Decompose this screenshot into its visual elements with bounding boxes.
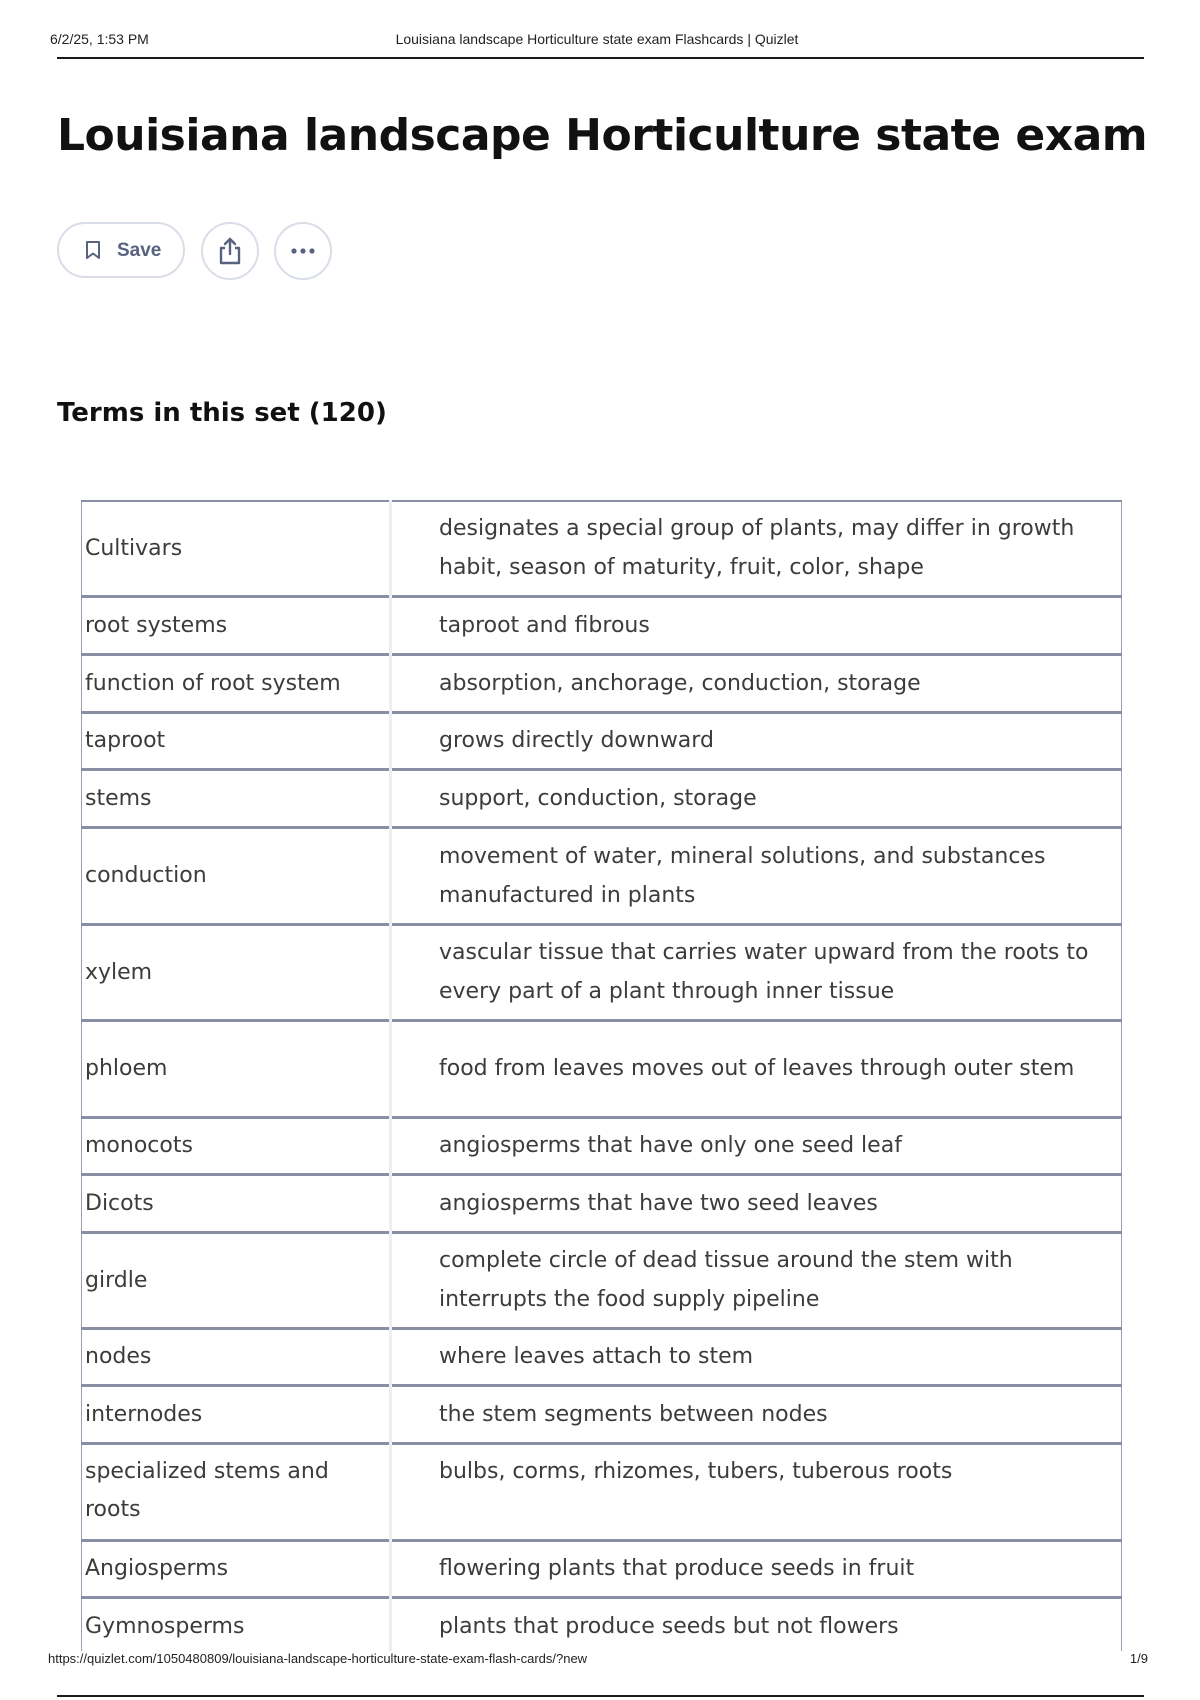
definition-cell: bulbs, corms, rhizomes, tubers, tuberous roots (391, 1443, 1122, 1540)
term-row (82, 712, 1122, 769)
term-row (82, 501, 1122, 596)
definition-cell: designates a special group of plants, may differ in growth habit, season of maturity, fruit, color, shape (391, 501, 1122, 596)
save-label: Save (117, 240, 162, 261)
term-row (82, 924, 1122, 1020)
term-cell: function of root system (82, 654, 391, 712)
definition-cell: plants that produce seeds but not flowers (391, 1597, 1122, 1655)
bookmark-icon (85, 241, 101, 259)
term-row (82, 596, 1122, 654)
term-cell: nodes (82, 1328, 391, 1385)
definition-cell: vascular tissue that carries water upward from the roots to every part of a plant through inner tissue (391, 924, 1122, 1020)
save-button[interactable] (57, 222, 185, 278)
term-row (82, 1540, 1122, 1597)
print-footer (48, 1651, 1148, 1673)
footer-divider (57, 1695, 1144, 1697)
definition-cell: movement of water, mineral solutions, and substances manufactured in plants (391, 827, 1122, 924)
share-icon (217, 236, 243, 266)
term-cell: monocots (82, 1117, 391, 1174)
term-cell: phloem (82, 1020, 391, 1117)
term-row (82, 769, 1122, 827)
print-datetime: 6/2/25, 1:53 PM (50, 31, 149, 47)
term-cell: internodes (82, 1385, 391, 1443)
definition-cell: taproot and fibrous (391, 596, 1122, 654)
term-row (82, 1328, 1122, 1385)
definition-cell: complete circle of dead tissue around the stem with interrupts the food supply pipeline (391, 1232, 1122, 1328)
page-title: Louisiana landscape Horticulture state exam (57, 110, 1148, 161)
term-cell: specialized stems and roots (82, 1443, 391, 1540)
definition-cell: where leaves attach to stem (391, 1328, 1122, 1385)
term-row (82, 1597, 1122, 1655)
print-url: https://quizlet.com/1050480809/louisiana-landscape-horticulture-state-exam-flash-cards/?new (48, 1651, 588, 1666)
page-number: 1/9 (1129, 1651, 1148, 1666)
definition-cell: flowering plants that produce seeds in fruit (391, 1540, 1122, 1597)
term-cell: conduction (82, 827, 391, 924)
definition-cell: the stem segments between nodes (391, 1385, 1122, 1443)
term-cell: girdle (82, 1232, 391, 1328)
term-row (82, 654, 1122, 712)
more-icon (290, 247, 316, 255)
term-cell: stems (82, 769, 391, 827)
term-cell: Gymnosperms (82, 1597, 391, 1655)
definition-cell: food from leaves moves out of leaves through outer stem (391, 1020, 1122, 1117)
definition-cell: grows directly downward (391, 712, 1122, 769)
more-button[interactable] (274, 222, 332, 280)
definition-cell: absorption, anchorage, conduction, storage (391, 654, 1122, 712)
share-button[interactable] (201, 222, 259, 280)
print-document-title: Louisiana landscape Horticulture state exam Flashcards | Quizlet (395, 31, 799, 47)
term-cell: Cultivars (82, 501, 391, 596)
terms-heading: Terms in this set (120) (57, 398, 387, 428)
term-row (82, 1232, 1122, 1328)
header-divider (57, 57, 1144, 59)
term-row (82, 1117, 1122, 1174)
terms-table (81, 500, 1122, 1655)
term-cell: root systems (82, 596, 391, 654)
term-cell: Dicots (82, 1174, 391, 1232)
term-row (82, 827, 1122, 924)
definition-cell: angiosperms that have only one seed leaf (391, 1117, 1122, 1174)
term-row (82, 1174, 1122, 1232)
term-cell: taproot (82, 712, 391, 769)
term-cell: xylem (82, 924, 391, 1020)
term-row (82, 1443, 1122, 1540)
term-row (82, 1020, 1122, 1117)
term-row (82, 1385, 1122, 1443)
definition-cell: support, conduction, storage (391, 769, 1122, 827)
term-cell: Angiosperms (82, 1540, 391, 1597)
print-header (50, 28, 1144, 58)
definition-cell: angiosperms that have two seed leaves (391, 1174, 1122, 1232)
